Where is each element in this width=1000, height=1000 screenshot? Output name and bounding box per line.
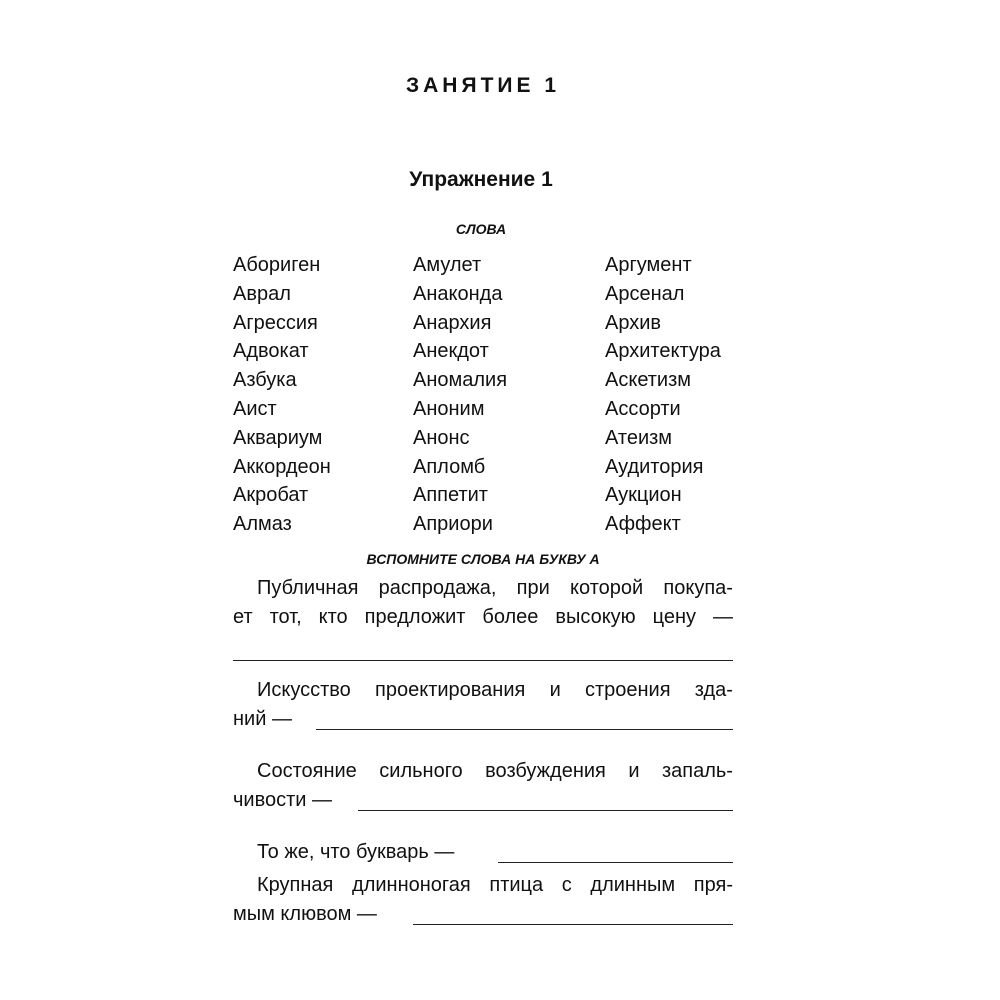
task-excitement bbox=[233, 757, 733, 815]
task-word: тот, bbox=[269, 606, 302, 628]
task-word: Крупная bbox=[257, 874, 334, 896]
task-word: пря- bbox=[693, 874, 733, 896]
task-word: запаль- bbox=[661, 760, 733, 782]
word-item: Алмаз bbox=[233, 513, 292, 536]
word-item: Аккордеон bbox=[233, 455, 331, 478]
word-item: Азбука bbox=[233, 369, 297, 392]
task-text-line bbox=[233, 900, 733, 929]
word-item: Адвокат bbox=[233, 340, 309, 363]
task-word: кто bbox=[318, 606, 348, 628]
task-word: длинным bbox=[590, 874, 676, 896]
recall-heading: ВСПОМНИТЕ СЛОВА НА БУКВУ А bbox=[366, 551, 600, 567]
task-word: Публичная bbox=[257, 577, 359, 599]
word-item: Аскетизм bbox=[605, 369, 692, 392]
task-word: птица bbox=[489, 874, 544, 896]
task-text: ний — bbox=[233, 708, 292, 730]
task-word: высокую bbox=[555, 606, 636, 628]
word-item: Атеизм bbox=[605, 426, 673, 449]
exercise-title: Упражнение 1 bbox=[409, 168, 553, 191]
task-word: более bbox=[482, 606, 539, 628]
word-column-1 bbox=[233, 251, 331, 539]
task-word: распродажа, bbox=[378, 577, 497, 599]
word-column-3 bbox=[605, 251, 721, 539]
word-item: Аукцион bbox=[605, 484, 682, 507]
task-word: с bbox=[561, 874, 572, 896]
word-item: Апломб bbox=[413, 455, 486, 478]
word-item: Аффект bbox=[605, 513, 681, 536]
task-alphabet-book bbox=[233, 838, 733, 867]
task-text-line bbox=[233, 676, 733, 705]
word-item: Архитектура bbox=[605, 340, 721, 363]
task-text-line bbox=[233, 705, 733, 734]
task-word: и bbox=[628, 760, 640, 782]
task-text-line bbox=[233, 603, 733, 632]
task-word: длинноногая bbox=[352, 874, 471, 896]
word-item: Аргумент bbox=[605, 254, 692, 276]
word-item: Аномалия bbox=[413, 369, 508, 392]
word-item: Ассорти bbox=[605, 397, 681, 420]
word-item: Аврал bbox=[233, 282, 291, 305]
word-item: Архив bbox=[605, 311, 662, 334]
word-item: Анекдот bbox=[413, 340, 489, 363]
task-word: цену bbox=[652, 606, 697, 628]
word-item: Аквариум bbox=[233, 426, 323, 449]
task-word: и bbox=[549, 679, 561, 701]
task-word: зда- bbox=[694, 679, 733, 701]
word-item: Акробат bbox=[233, 484, 309, 507]
task-word: строения bbox=[584, 679, 671, 701]
word-item: Аппетит bbox=[413, 484, 488, 507]
task-text: То же, что букварь — bbox=[257, 841, 455, 863]
word-item: Агрессия bbox=[233, 311, 318, 334]
word-item: Аист bbox=[233, 397, 277, 420]
word-item: Анаконда bbox=[413, 282, 503, 305]
task-word: Искусство bbox=[257, 679, 351, 701]
task-text-line bbox=[233, 786, 733, 815]
word-item: Анонс bbox=[413, 426, 470, 449]
task-text-line bbox=[233, 757, 733, 786]
task-text-line bbox=[233, 574, 733, 603]
task-text: мым клювом — bbox=[233, 903, 377, 925]
answer-line[interactable] bbox=[498, 862, 733, 863]
task-word: которой bbox=[570, 577, 644, 599]
word-item: Априори bbox=[413, 513, 493, 536]
answer-line[interactable] bbox=[358, 810, 733, 811]
task-text-line bbox=[233, 871, 733, 900]
word-column-2 bbox=[413, 251, 507, 539]
task-auction bbox=[233, 574, 733, 661]
task-word: ет bbox=[233, 606, 253, 628]
word-item: Анархия bbox=[413, 311, 492, 334]
task-text-line bbox=[233, 838, 733, 867]
answer-line[interactable] bbox=[413, 924, 733, 925]
word-item: Арсенал bbox=[605, 282, 685, 305]
task-word: возбуждения bbox=[485, 760, 606, 782]
task-word: предложит bbox=[364, 606, 466, 628]
task-stork bbox=[233, 871, 733, 929]
task-word: при bbox=[516, 577, 550, 599]
task-architecture bbox=[233, 676, 733, 734]
task-word: Состояние bbox=[257, 760, 357, 782]
task-word: проектирования bbox=[375, 679, 526, 701]
lesson-title: ЗАНЯТИЕ 1 bbox=[405, 74, 561, 97]
words-heading: СЛОВА bbox=[455, 221, 507, 237]
task-text: чивости — bbox=[233, 789, 333, 811]
task-word: — bbox=[712, 606, 733, 628]
task-word: покупа- bbox=[663, 577, 733, 599]
answer-line[interactable] bbox=[316, 729, 733, 730]
word-item: Аудитория bbox=[605, 455, 704, 478]
answer-line[interactable] bbox=[233, 632, 733, 661]
word-item: Аноним bbox=[413, 397, 485, 420]
task-word: сильного bbox=[379, 760, 463, 782]
word-item: Абориген bbox=[233, 254, 321, 276]
word-item: Амулет bbox=[413, 254, 482, 276]
